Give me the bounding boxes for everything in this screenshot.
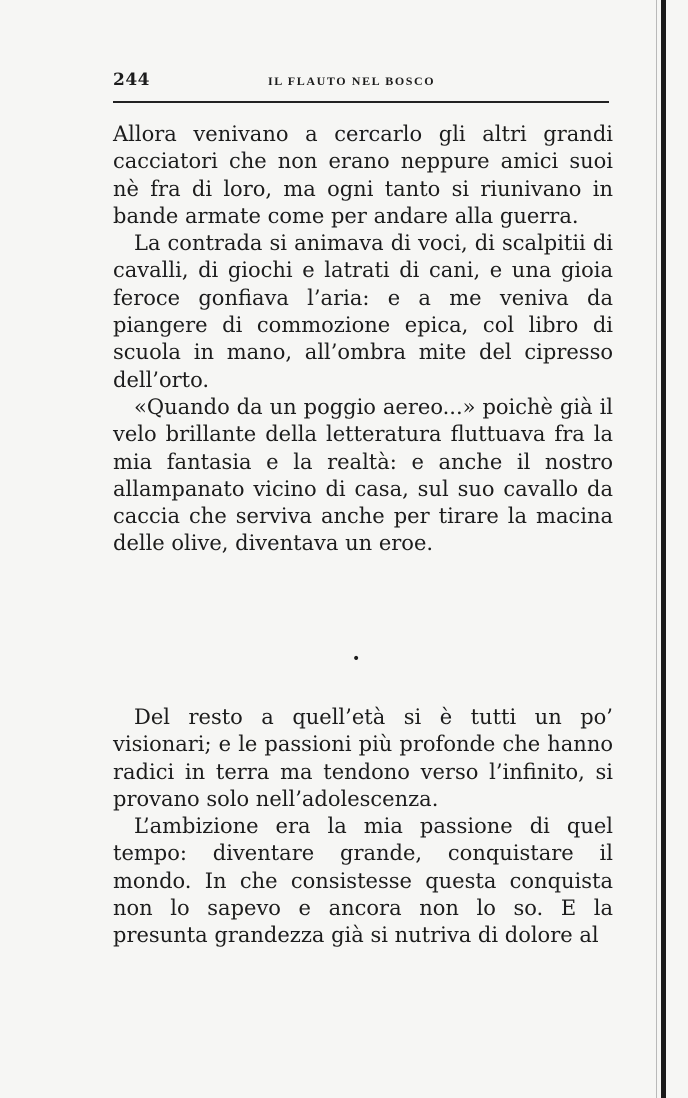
header-rule [113, 101, 609, 103]
paragraph: «Quando da un poggio aereo...» poichè già il velo brillante della letteratura fluttuava fra la mia fantasia e la realtà: e anche il nostro allampanato vicino di casa, sul suo cavallo da caccia che serviva anche per tirare la macina delle olive, diventava un eroe. [113, 394, 613, 556]
page-number: 244 [113, 70, 150, 90]
page-edge-shadow [656, 0, 657, 1098]
running-title: IL FLAUTO NEL BOSCO [268, 74, 436, 88]
paragraph: La contrada si animava di voci, di scalpitii di cavalli, di giochi e latrati di cani, e una gioia feroce gonfiava l’aria: e a me veniva da piangere di commozione epica, col libro di scuola in mano, all’ombra mite del cipresso dell’orto. [113, 231, 613, 392]
page-edge [661, 0, 666, 1098]
paragraph: Allora venivano a cercarlo gli altri grandi cacciatori che non erano neppure amici suoi nè fra di loro, ma ogni tanto si riunivano in bande armate come per andare alla guerra. [113, 122, 613, 228]
text-section-2 [113, 704, 613, 950]
paragraph: Del resto a quell’età si è tutti un po’ visionari; e le passioni più profonde che hanno radici in terra ma tendono verso l’infinito, si provano solo nell’adolescenza. [113, 705, 613, 811]
section-separator: • [352, 651, 361, 667]
paragraph: L’ambizione era la mia passione di quel tempo: diventare grande, conquistare il mondo. In che consistesse questa conquista non lo sapevo e ancora non lo so. E la presunta grandezza già si nutriva di dolore al [113, 814, 613, 948]
text-section-1 [113, 121, 613, 558]
page-header [113, 70, 613, 94]
